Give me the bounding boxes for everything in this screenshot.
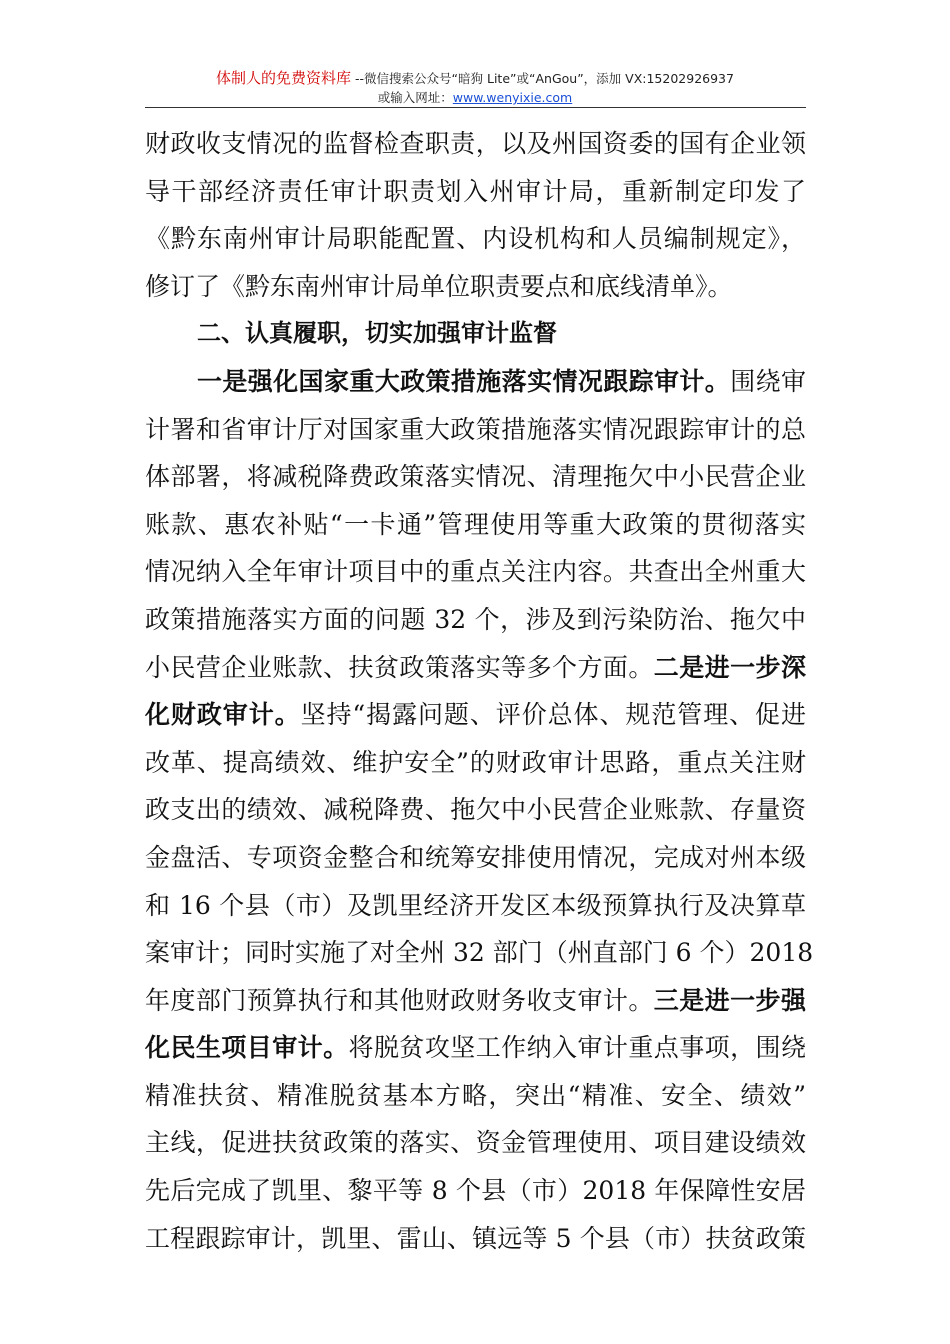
line-text: 和 16 个县（市）及凯里经济开发区本级预算执行及决算草: [145, 890, 806, 920]
text-line: [145, 644, 806, 692]
text-line: [145, 548, 806, 596]
line-text: 年度部门预算执行和其他财政财务收支审计。: [145, 985, 654, 1015]
line-text: 先后完成了凯里、黎平等 8 个县（市）2018 年保障性安居: [145, 1176, 806, 1206]
text-line: [145, 501, 806, 549]
line-text: 坚持“揭露问题、评价总体、规范管理、促进: [300, 700, 806, 730]
bold-lead: 三是进一步强: [653, 985, 806, 1015]
text-line: [145, 168, 806, 216]
bold-lead: 化民生项目审计。: [145, 1033, 349, 1063]
header-promo: --微信搜索公众号“暗狗 Lite”或“AnGou”，添加 VX:15202926937: [351, 71, 734, 86]
document-body: [145, 120, 814, 1262]
text-line: [145, 263, 806, 311]
text-line: [145, 596, 806, 644]
line-text: 围绕审: [730, 366, 806, 396]
line-text: 小民营企业账款、扶贫政策落实等多个方面。: [145, 652, 654, 682]
line-text: 改革、提高绩效、维护安全”的财政审计思路，重点关注财: [145, 747, 806, 777]
text-line: [145, 977, 806, 1025]
text-line: [145, 358, 806, 406]
line-text: 将脱贫攻坚工作纳入审计重点事项，围绕: [348, 1033, 806, 1063]
text-line: [145, 691, 806, 739]
line-text: 案审计；同时实施了对全州 32 部门（州直部门 6 个）2018: [145, 938, 814, 968]
text-line: [145, 786, 806, 834]
line-text: 主线，促进扶贫政策的落实、资金管理使用、项目建设绩效: [145, 1128, 806, 1158]
text-line: [145, 1072, 806, 1120]
header-line-2: [145, 88, 805, 107]
line-text: 金盘活、专项资金整合和统筹安排使用情况，完成对州本级: [145, 842, 806, 872]
line-text: 计署和省审计厅对国家重大政策措施落实情况跟踪审计的总: [145, 414, 806, 444]
header-brand: 体制人的免费资料库: [216, 69, 352, 87]
header-divider: [145, 107, 806, 108]
header-url-link[interactable]: www.wenyixie.com: [452, 90, 573, 105]
section-heading-text: 二、认真履职，切实加强审计监督: [197, 319, 557, 348]
section-heading: [145, 310, 806, 358]
text-line: [145, 1024, 806, 1072]
line-text: 体部署，将减税降费政策落实情况、清理拖欠中小民营企业: [145, 462, 806, 492]
line-text: 财政收支情况的监督检查职责，以及州国资委的国有企业领: [145, 129, 806, 158]
text-line: [145, 834, 806, 882]
bold-lead: 化财政审计。: [145, 700, 301, 730]
line-text: 《黔东南州审计局职能配置、内设机构和人员编制规定》，: [145, 224, 806, 254]
line-text: 账款、惠农补贴“一卡通”管理使用等重大政策的贯彻落实: [145, 509, 806, 539]
line-text: 情况纳入全年审计项目中的重点关注内容。共查出全州重大: [145, 557, 806, 587]
line-text: 工程跟踪审计，凯里、雷山、镇远等 5 个县（市）扶贫政策: [145, 1223, 806, 1253]
text-line: [145, 120, 806, 168]
text-line: [145, 1167, 806, 1215]
bold-lead: 一是强化国家重大政策措施落实情况跟踪审计。: [197, 366, 731, 396]
line-text: 精准扶贫、精准脱贫基本方略，突出“精准、安全、绩效”: [145, 1080, 806, 1110]
header-line-1: [145, 68, 805, 88]
header-url-prefix: 或输入网址：: [377, 90, 453, 105]
line-text: 导干部经济责任审计职责划入州审计局，重新制定印发了: [145, 176, 806, 206]
text-line: [145, 1119, 806, 1167]
text-line: [145, 1215, 806, 1263]
page-header: [145, 68, 805, 107]
text-line: [145, 406, 806, 454]
text-line: [145, 929, 814, 977]
text-line: [145, 882, 806, 930]
bold-lead: 二是进一步深: [653, 652, 806, 682]
text-line: [145, 739, 806, 787]
line-text: 修订了《黔东南州审计局单位职责要点和底线清单》。: [145, 271, 733, 301]
line-text: 政策措施落实方面的问题 32 个，涉及到污染防治、拖欠中: [145, 604, 806, 634]
text-line: [145, 215, 806, 263]
text-line: [145, 453, 806, 501]
line-text: 政支出的绩效、减税降费、拖欠中小民营企业账款、存量资: [145, 795, 806, 825]
